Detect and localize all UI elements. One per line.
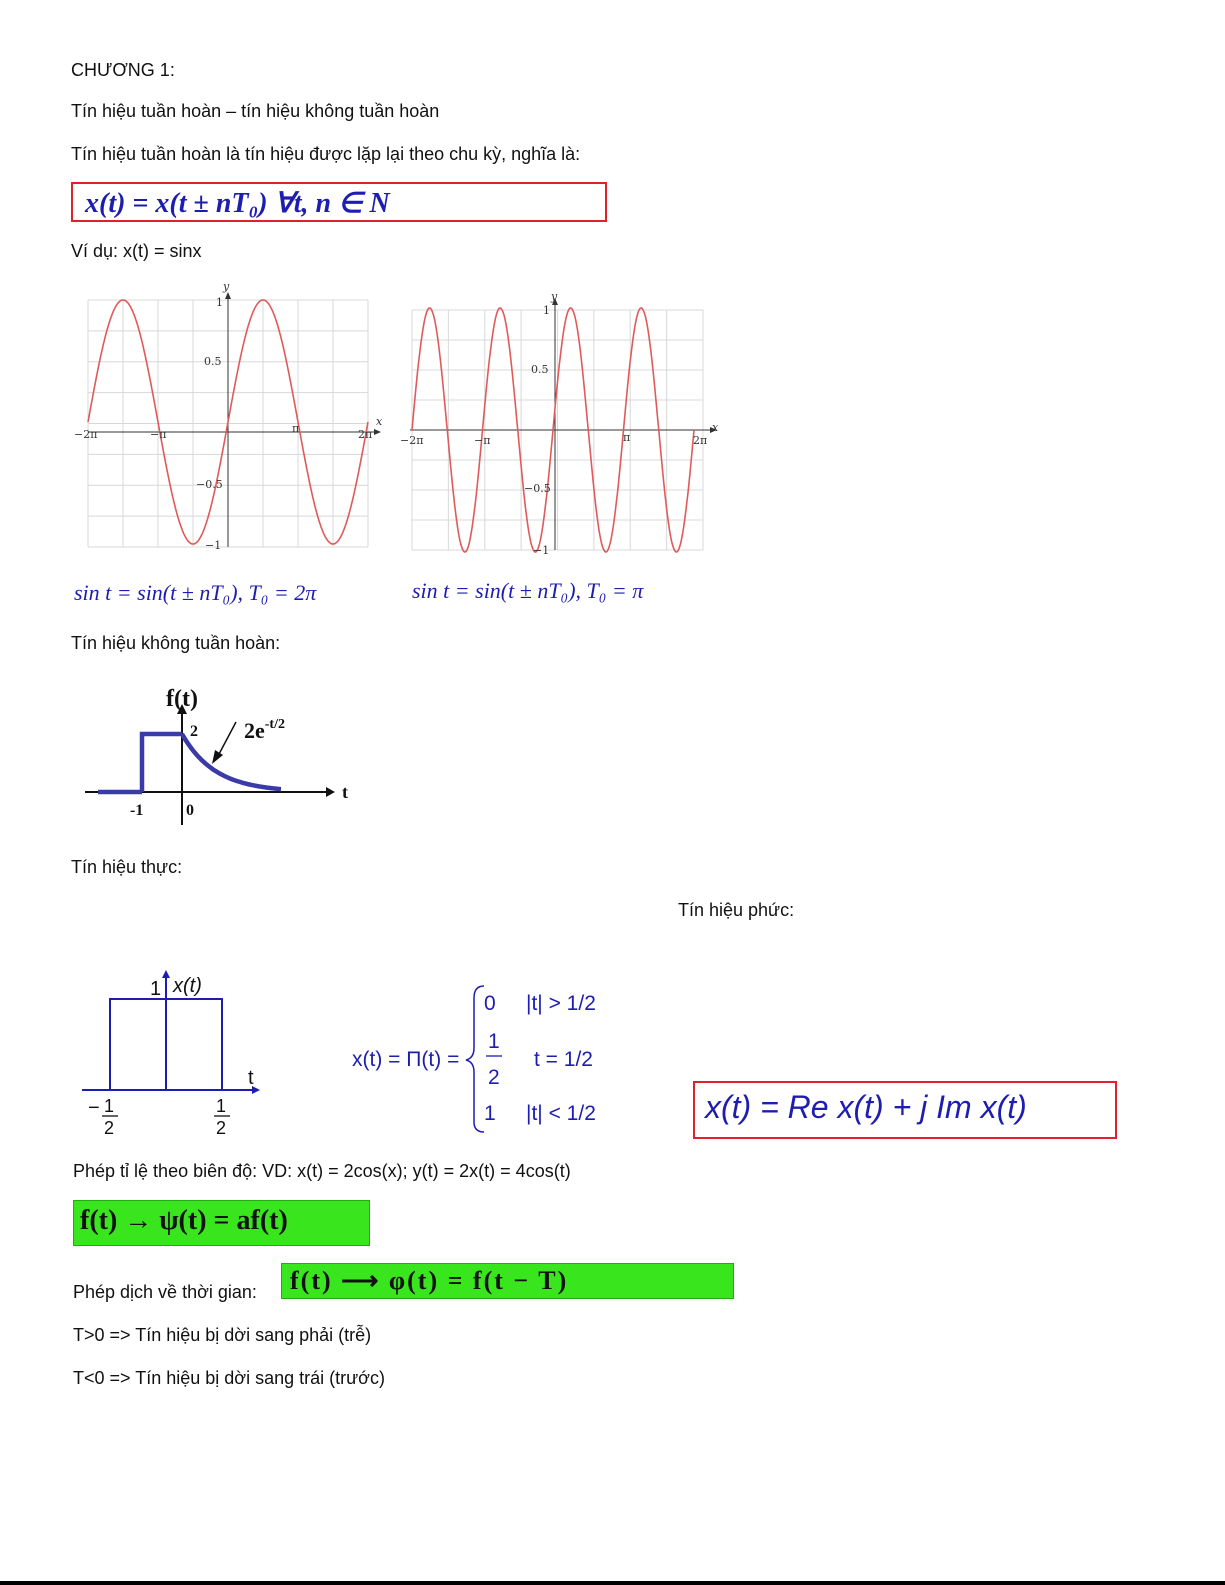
annotation-arrow — [218, 722, 236, 756]
case2-denominator: 2 — [488, 1066, 500, 1089]
y-axis-label: y — [223, 282, 230, 293]
definition-text: Tín hiệu tuần hoàn là tín hiệu được lặp lại theo chu kỳ, nghĩa là: — [71, 144, 581, 164]
shift-formula-box — [281, 1263, 734, 1299]
page-bottom-border — [0, 1581, 1225, 1585]
exp-decay-curve — [182, 734, 281, 789]
scale-text: Phép tỉ lệ theo biên độ: VD: x(t) = 2cos(x); y(t) = 2x(t) = 4cos(t) — [73, 1161, 571, 1181]
x-tick: 2π — [693, 434, 708, 447]
complex-signal-title: Tín hiệu phức: — [678, 900, 795, 920]
shift-formula: f(t) ⟶ φ(t) = f(t − T) — [290, 1266, 569, 1295]
case3-value: 1 — [484, 1102, 496, 1125]
y-tick: 1 — [216, 296, 223, 309]
delay-negative-text: T<0 => Tín hiệu bị dời sang trái (trước) — [73, 1368, 385, 1388]
t-axis-label: t — [342, 782, 348, 802]
x-tick: −π — [150, 428, 167, 441]
scale-formula: f(t) → ψ(t) = af(t) — [80, 1205, 288, 1236]
x-axis-label: x — [376, 415, 383, 428]
rect-pulse-plot — [80, 968, 270, 1140]
level-label: 2 — [190, 723, 198, 740]
f-axis-label: f(t) — [166, 686, 198, 712]
y-axis-label: y — [551, 290, 558, 303]
right-numerator: 1 — [216, 1096, 227, 1116]
complex-formula-box — [693, 1081, 1117, 1139]
complex-formula: x(t) = Re x(t) + j Im x(t) — [705, 1089, 1027, 1125]
left-minus: − — [88, 1097, 100, 1119]
x-tick: π — [623, 431, 631, 444]
left-numerator: 1 — [104, 1096, 115, 1116]
periodic-formula: x(t) = x(t ± nT₀) ∀t, n ∈ N — [85, 188, 390, 219]
y-tick: −0.5 — [524, 482, 551, 495]
example-text: Ví dụ: x(t) = sinx — [71, 241, 202, 261]
case1-condition: |t| > 1/2 — [526, 992, 596, 1015]
case2-condition: t = 1/2 — [534, 1048, 593, 1071]
y-tick: −1 — [205, 539, 222, 552]
pi-function-definition — [350, 980, 610, 1140]
case1-value: 0 — [484, 992, 496, 1015]
sine-plot-right — [400, 288, 725, 558]
tick-minus-1: -1 — [130, 802, 144, 819]
case2-numerator: 1 — [488, 1030, 500, 1053]
chapter-heading: CHƯƠNG 1: — [71, 60, 175, 80]
x-tick: −π — [474, 434, 491, 447]
sine-caption-left: sin t = sin(t ± nT₀), T₀ = 2π — [74, 580, 317, 605]
real-signal-title: Tín hiệu thực: — [71, 857, 183, 877]
sine-caption-right: sin t = sin(t ± nT₀), T₀ = π — [412, 578, 644, 603]
signal-step — [98, 734, 182, 792]
right-denominator: 2 — [216, 1118, 227, 1138]
periodic-formula-box — [71, 182, 607, 222]
nonperiodic-title: Tín hiệu không tuần hoàn: — [71, 633, 281, 653]
pi-lhs: x(t) = Π(t) = — [352, 1048, 460, 1071]
left-denominator: 2 — [104, 1118, 115, 1138]
y-tick: 0.5 — [531, 363, 549, 376]
nonperiodic-plot — [80, 680, 370, 830]
curve-label: $2e^{-t/2}$ — [244, 717, 285, 743]
y-tick: −0.5 — [196, 478, 223, 491]
x-tick: π — [292, 422, 300, 435]
tick-0: 0 — [186, 802, 194, 819]
x-tick: −2π — [74, 428, 98, 441]
brace — [466, 986, 484, 1132]
y-tick: 1 — [543, 304, 550, 317]
x-tick: −2π — [400, 434, 424, 447]
sine-plot-left — [68, 282, 388, 557]
case3-condition: |t| < 1/2 — [526, 1102, 596, 1125]
y-tick: −1 — [533, 544, 550, 557]
section-title: Tín hiệu tuần hoàn – tín hiệu không tuần hoàn — [71, 101, 440, 121]
x-axis-label: x(t) — [173, 975, 202, 997]
y-tick: 0.5 — [204, 355, 222, 368]
level-label: 1 — [150, 978, 162, 1000]
delay-positive-text: T>0 => Tín hiệu bị dời sang phải (trễ) — [73, 1325, 372, 1345]
t-axis-label: t — [248, 1067, 254, 1089]
x-axis-label: x — [712, 421, 719, 434]
x-tick: 2π — [358, 428, 373, 441]
scale-formula-box — [73, 1200, 370, 1246]
shift-text: Phép dịch về thời gian: — [73, 1282, 257, 1302]
